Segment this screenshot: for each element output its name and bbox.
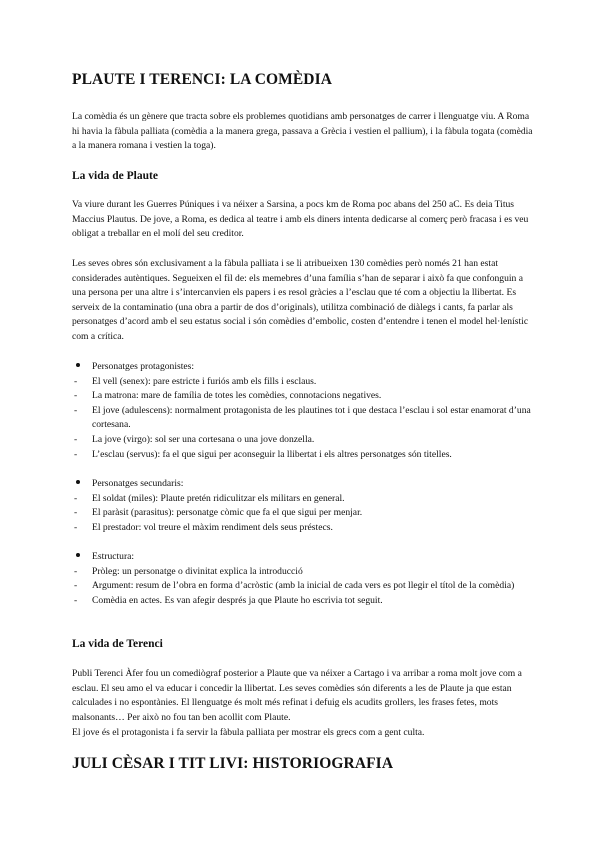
terenci-paragraph-2: El jove és el protagonista i fa servir la fàbula palliata per mostrar els grecs com a gent culta. bbox=[72, 727, 425, 738]
protagonists-list bbox=[72, 360, 534, 462]
list-item bbox=[72, 389, 534, 404]
list-item bbox=[72, 375, 534, 390]
list-item-text: Personatges secundaris: bbox=[92, 478, 184, 489]
list-item-text: L’esclau (servus): fa el que sigui per aconseguir la llibertat i els altres personatges són titelles. bbox=[92, 448, 452, 460]
page-title: PLAUTE I TERENCI: LA COMÈDIA bbox=[72, 71, 333, 88]
list-item-text: La jove (virgo): sol ser una cortesana o una jove donzella. bbox=[92, 433, 315, 445]
list-item bbox=[72, 477, 534, 492]
bullet-icon bbox=[74, 360, 88, 375]
dash-marker: - bbox=[74, 594, 78, 606]
dash-marker: - bbox=[74, 565, 78, 577]
list-item bbox=[72, 579, 534, 594]
list-item bbox=[72, 594, 534, 609]
list-item-text: Pròleg: un personatge o divinitat explica la introducció bbox=[92, 565, 303, 577]
list-item bbox=[72, 492, 534, 507]
list-item bbox=[72, 360, 534, 375]
list-item bbox=[72, 404, 534, 433]
list-item bbox=[72, 521, 534, 536]
bullet-icon bbox=[74, 477, 88, 492]
dash-marker: - bbox=[74, 375, 78, 387]
list-item-text: El soldat (miles): Plaute pretén ridiculitzar els militars en general. bbox=[92, 492, 345, 504]
plaute-paragraph-1: Va viure durant les Guerres Púniques i va néixer a Sarsina, a pocs km de Roma poc abans del 250 aC. Es deia Titus Maccius Plautus. De jove, a Roma, es dedica al teatre i amb els diners intenta dedicarse al comerç però fracasa i es veu obligat a treballar en el molí del seu creditor. bbox=[72, 199, 529, 240]
dash-marker: - bbox=[74, 433, 78, 445]
section-heading-terenci: La vida de Terenci bbox=[72, 638, 163, 650]
list-item-text: El prestador: vol treure el màxim rendiment dels seus préstecs. bbox=[92, 521, 333, 533]
list-item bbox=[72, 550, 534, 565]
list-item-text: El paràsit (parasitus): personatge còmic que fa el que sigui per menjar. bbox=[92, 507, 363, 519]
dash-marker: - bbox=[74, 521, 78, 533]
list-item bbox=[72, 433, 534, 448]
list-item-text: Estructura: bbox=[92, 551, 135, 562]
list-item bbox=[72, 448, 534, 463]
secondary-characters-list bbox=[72, 477, 534, 535]
structure-list bbox=[72, 550, 534, 608]
intro-paragraph: La comèdia és un gènere que tracta sobre els problemes quotidians amb personatges de carrer i llenguatge viu. A Roma hi havia la fàbula palliata (comèdia a la manera grega, passava a Grècia i vestien el pallium), i la fàbula togata (comèdia a la manera romana i vestien la toga). bbox=[72, 111, 533, 152]
list-item bbox=[72, 506, 534, 521]
dash-marker: - bbox=[74, 580, 78, 592]
list-item-text: La matrona: mare de família de totes les comèdies, connotacions negatives. bbox=[92, 390, 382, 402]
list-item-text: Comèdia en actes. Es van afegir després ja que Plaute ho escrivia tot seguit. bbox=[92, 594, 383, 606]
terenci-paragraph-1: Publi Terenci Àfer fou un comediògraf posterior a Plaute que va néixer a Cartago i va arribar a roma molt jove com a esclau. El seu amo el va educar i concedir la llibertat. Les seves comèdies són diferents a les de Plaute ja que estan calculades i no espontànies. El llenguatge és molt més refinat i defuig els acudits grollers, les frases fetes, mots malsonants… Per això no fou tan ben acollit com Plaute. bbox=[72, 668, 522, 723]
section-heading-plaute: La vida de Plaute bbox=[72, 170, 158, 182]
list-item-text: El jove (adulescens): normalment protagonista de les plautines tot i que destaca l’esclau i sol estar enamorat d’una cortesana. bbox=[92, 404, 531, 431]
list-item-text: El vell (senex): pare estricte i furiós amb els fills i esclaus. bbox=[92, 375, 317, 387]
dash-marker: - bbox=[74, 492, 78, 504]
list-item-text: Personatges protagonistes: bbox=[92, 361, 195, 372]
dash-marker: - bbox=[74, 404, 78, 416]
plaute-paragraph-2: Les seves obres són exclusivament a la fàbula palliata i se li atribueixen 130 comèdies però només 21 han estat considerades autèntiques. Segueixen el fil de: els memebres d’una família s’han de separar i això fa que confonguin a una persona per una altre i s’intercanvien els papers i es resol gràcies a l’esclau que té com a objectiu la llibertat. Es serveix de la contaminatio (una obra a partir de dos d’originals), utilitza combinació de diàlegs i cants, fa parlar als personatges d’acord amb el seu estatus social i són comèdies d’embolic, costen d’entendre i tenen el model hel·lenístic com a crítica. bbox=[72, 258, 529, 342]
next-section-title: JULI CÈSAR I TIT LIVI: HISTORIOGRAFIA bbox=[72, 755, 394, 772]
bullet-icon bbox=[74, 550, 88, 565]
list-item-text: Argument: resum de l’obra en forma d’acròstic (amb la inicial de cada vers es pot llegir el títol de la comèdia) bbox=[92, 580, 515, 592]
dash-marker: - bbox=[74, 448, 78, 460]
list-item bbox=[72, 565, 534, 580]
dash-marker: - bbox=[74, 390, 78, 402]
dash-marker: - bbox=[74, 507, 78, 519]
